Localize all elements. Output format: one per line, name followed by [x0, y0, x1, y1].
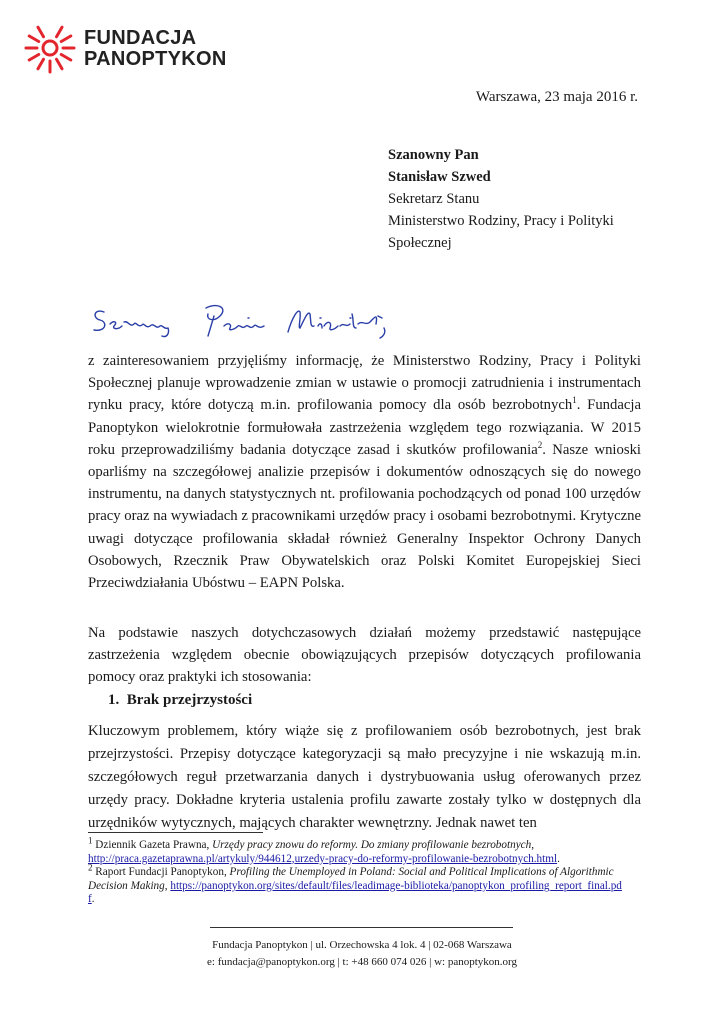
handwritten-greeting [88, 298, 408, 348]
logo-ray [38, 59, 44, 69]
footnote-2-number: 2 [88, 862, 93, 873]
paragraph-objections: Na podstawie naszych dotychczasowych działań możemy przedstawić następujące zastrzeżenia względem obecnie obowiązujących przepisów dotyczących profilowania pomocy oraz praktyki ich stosowania: [88, 625, 641, 686]
recipient-name: Stanisław Szwed [388, 169, 491, 185]
footnote-1-link[interactable]: http://praca.gazetaprawna.pl/artykuly/944612,urzedy-pracy-do-reformy-profilowanie-bezrobotnych.html [88, 852, 558, 865]
recipient-ministry-line2: Społecznej [388, 235, 452, 251]
footnote-2-prefix: Raport Fundacji Panoptykon, [92, 866, 230, 878]
logo-ray [57, 59, 63, 69]
recipient-ministry-line1: Ministerstwo Rodziny, Pracy i Polityki [388, 213, 614, 229]
footnote-ref-1[interactable]: 1 [572, 395, 577, 406]
logo-ray [57, 27, 63, 37]
logo-line1: FUNDACJA [84, 27, 197, 49]
footnote-2 [88, 862, 628, 907]
footnote-separator [88, 832, 263, 833]
footer-address: Fundacja Panoptykon | ul. Orzechowska 4 lok. 4 | 02-068 Warszawa [212, 939, 512, 951]
footnote-2-title: Profiling the Unemployed in Poland: Social and Political Implications of Algorithmic Decision Making [88, 866, 614, 892]
recipient-title: Sekretarz Stanu [388, 191, 480, 207]
footnote-2-mid: , [164, 879, 171, 892]
paragraph-intro-part2: . Fundacja Panoptykon wielokrotnie formułowała zastrzeżenia względem tego rozwiązania. W 2015 roku przeprowadziliśmy badania dotyczące zasad i skutków profilowania [88, 397, 641, 458]
footnote-1-suffix: . [557, 852, 560, 865]
logo-ray [61, 36, 71, 42]
paragraph-intro [88, 350, 641, 594]
recipient-salutation: Szanowny Pan [388, 147, 479, 163]
logo-line2: PANOPTYKON [84, 48, 227, 70]
panopticon-logo-icon [22, 20, 78, 76]
footer-separator [210, 927, 513, 928]
logo-ray [61, 55, 71, 61]
footnote-1 [88, 835, 628, 866]
footnote-2-suffix: . [91, 893, 95, 906]
section-heading-transparency: 1. Brak przejrzystości [108, 692, 253, 708]
recipient-address [388, 144, 614, 254]
footnote-1-title: Urzędy pracy znowu do reformy. Do zmiany profilowanie bezrobotnych, [212, 839, 535, 851]
paragraph-intro-part1: z zainteresowaniem przyjęliśmy informację, że Ministerstwo Rodziny, Pracy i Polityki Społecznej planuje wprowadzenie zmian w ustawie o promocji zatrudnienia i instrumentach rynku pracy, które dotyczą m.in. profilowania pomocy dla osób bezrobotnych [88, 353, 641, 414]
footnote-2-link[interactable]: https://panoptykon.org/sites/default/files/leadimage-biblioteka/panoptykon_profiling_report_final.pdf [88, 879, 622, 906]
logo-ray [29, 36, 39, 42]
footnote-1-prefix: Dziennik Gazeta Prawna, [92, 839, 213, 851]
logo-ray [38, 27, 44, 37]
footnote-1-number: 1 [88, 835, 93, 846]
logo-ray [29, 55, 39, 61]
paragraph-transparency: Kluczowym problemem, który wiąże się z profilowaniem osób bezrobotnych, jest brak przejrzystości. Przepisy dotyczące kategoryzacji są mało precyzyjne i nie wskazują m.in. szczegółowych reguł przetwarzania danych i dystrybuowania usług oferowanych przez urzędy pracy. Dokładne kryteria ustalenia profilu zawarte zostały tylko w dostępnych dla urzędników wytycznych, mających charakter wewnętrzny. Jednak nawet ten [88, 723, 641, 831]
letter-date: Warszawa, 23 maja 2016 r. [475, 89, 638, 105]
organization-logo [22, 20, 242, 90]
footnote-ref-2[interactable]: 2 [537, 439, 543, 450]
footer-contact: e: fundacja@panoptykon.org | t: +48 660 074 026 | w: panoptykon.org [207, 956, 517, 968]
paragraph-intro-part3: . Nasze wnioski oparliśmy na szczegółowej analizie przepisów i dokumentów odnoszących się do nowego instrumentu, na danych statystycznych nt. profilowania pochodzących od ponad 100 urzędów pracy oraz na wywiadach z pracownikami urzędów pracy i osobami bezrobotnymi. Krytyczne uwagi dotyczące profilowania składał również Generalny Inspektor Ochrony Danych Osobowych, Rzecznik Praw Obywatelskich oraz Polski Komitet Europejskiej Sieci Przeciwdziałania Ubóstwu – EAPN Polska. [88, 441, 642, 592]
